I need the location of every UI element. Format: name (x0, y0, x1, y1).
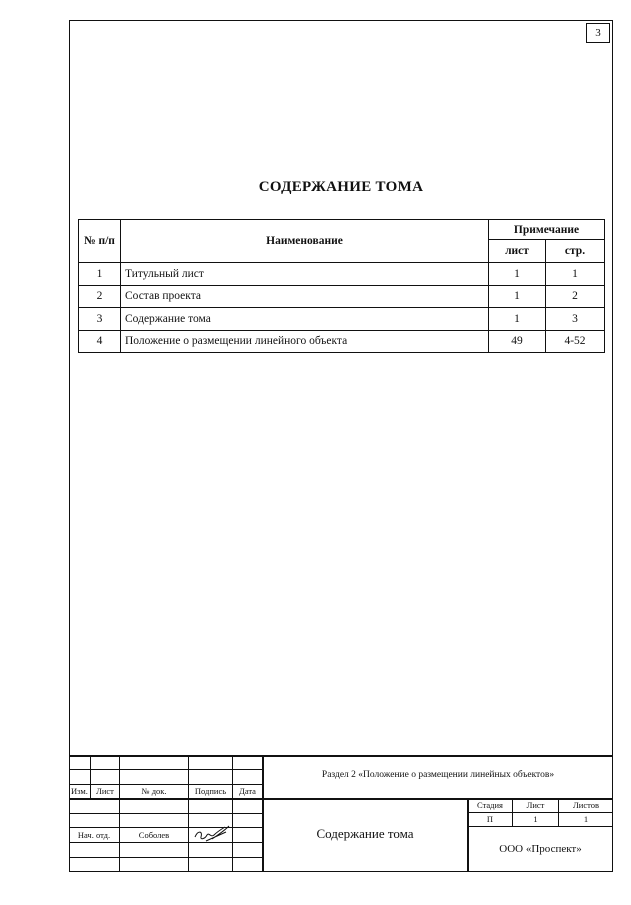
grid-line (69, 857, 262, 858)
row-num: 3 (79, 308, 121, 331)
header-name: Наименование (121, 220, 489, 263)
grid-vline (188, 755, 189, 872)
right-hline (467, 826, 613, 827)
row-page: 4-52 (546, 330, 605, 353)
row-num: 4 (79, 330, 121, 353)
row-name: Положение о размещении линейного объекта (121, 330, 489, 353)
person-name: Соболев (138, 830, 170, 840)
sheet-label: Лист (526, 800, 545, 810)
sheets-value: 1 (583, 814, 589, 824)
right-hline (467, 812, 613, 813)
page-number: 3 (586, 23, 610, 43)
stamp-top-line (69, 755, 613, 757)
row-sheet: 1 (489, 308, 546, 331)
header-num: № п/п (79, 220, 121, 263)
drawing-frame (69, 20, 613, 872)
grid-vline (232, 755, 233, 872)
document-title: Содержание тома (316, 826, 414, 841)
table-row (79, 263, 605, 286)
header-page: стр. (546, 240, 605, 263)
table-row (79, 285, 605, 308)
col-label-sign: Подпись (194, 786, 227, 796)
header-sheet: лист (489, 240, 546, 263)
contents-table (78, 219, 605, 353)
row-num: 1 (79, 263, 121, 286)
row-name: Состав проекта (121, 285, 489, 308)
role-label: Нач. отд. (77, 830, 111, 840)
row-name: Содержание тома (121, 308, 489, 331)
col-label-date: Дата (239, 786, 256, 796)
row-sheet: 1 (489, 285, 546, 308)
grid-line (69, 784, 262, 785)
row-num: 2 (79, 285, 121, 308)
section-title: Раздел 2 «Положение о размещении линейных объектов» (321, 770, 555, 780)
row-sheet: 1 (489, 263, 546, 286)
col-label-doc: № док. (141, 786, 167, 796)
col-label-izm: Изм. (71, 786, 88, 796)
row-page: 2 (546, 285, 605, 308)
row-name: Титульный лист (121, 263, 489, 286)
page-title: СОДЕРЖАНИЕ ТОМА (258, 179, 424, 195)
row-sheet: 49 (489, 330, 546, 353)
row-page: 1 (546, 263, 605, 286)
table-row (79, 308, 605, 331)
grid-line (69, 842, 262, 843)
row-page: 3 (546, 308, 605, 331)
sheets-label: Листов (573, 800, 599, 810)
grid-line (69, 827, 262, 828)
table-row (79, 330, 605, 353)
sheet-value: 1 (533, 814, 538, 824)
stage-label: Стадия (477, 800, 503, 810)
grid-line (69, 813, 262, 814)
signature-icon (192, 822, 232, 844)
company-name: ООО «Проспект» (499, 843, 582, 855)
stage-value: П (486, 814, 494, 824)
header-note: Примечание (489, 220, 605, 240)
grid-vline (119, 755, 120, 872)
col-label-list: Лист (96, 786, 114, 796)
grid-line (69, 769, 262, 770)
